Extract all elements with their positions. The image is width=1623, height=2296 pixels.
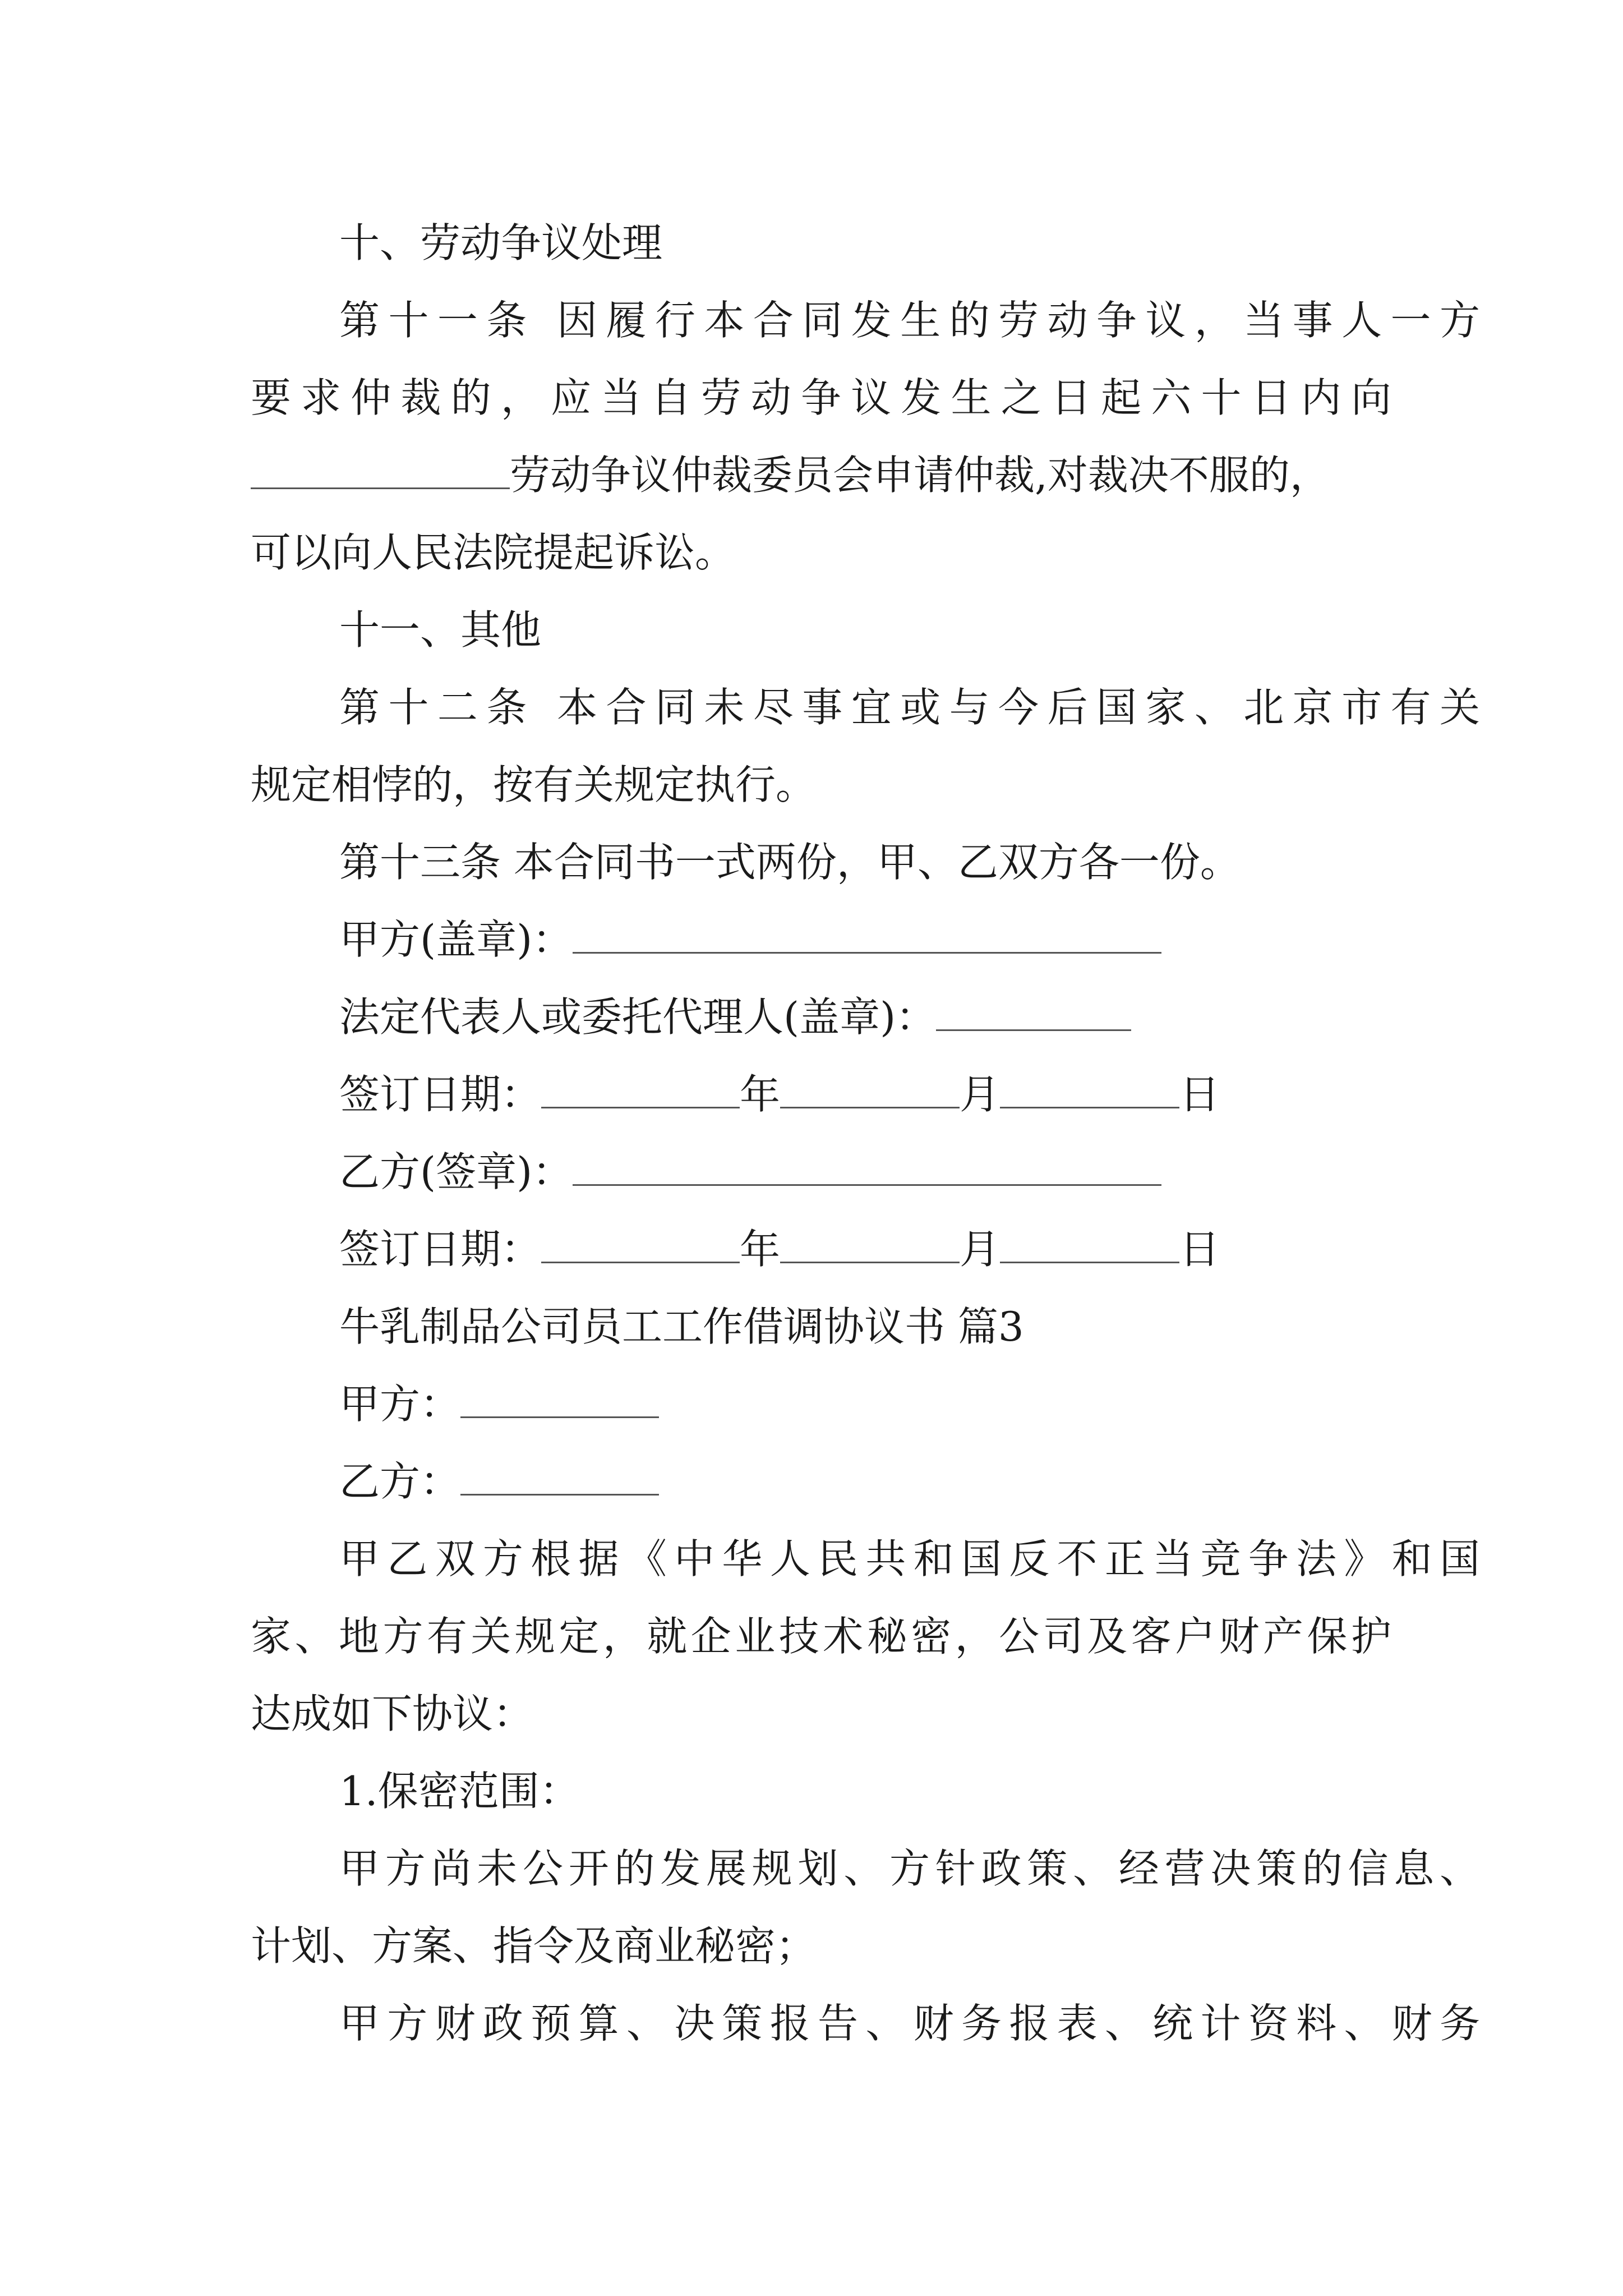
year-blank-b bbox=[541, 1227, 740, 1263]
party-b-seal-line: 乙方(签章)： bbox=[251, 1133, 1480, 1211]
legal-rep-seal-line: 法定代表人或委托代理人(盖章)： bbox=[251, 978, 1480, 1056]
arbitration-committee-blank bbox=[251, 453, 510, 489]
party-a-seal-line: 甲方(盖章)： bbox=[251, 901, 1480, 978]
signing-date-a-line: 签订日期： 年 月 日 bbox=[339, 1071, 1220, 1118]
year-blank-a bbox=[541, 1072, 740, 1108]
month-blank-b bbox=[780, 1227, 960, 1263]
party-a-blank bbox=[460, 1382, 659, 1418]
scope-item-2-line-1: 甲方财政预算、决策报告、财务报表、统计资料、财务 bbox=[339, 2000, 1480, 2047]
article-12-line-2: 规定相悖的，按有关规定执行。 bbox=[251, 761, 817, 808]
party-b-blank bbox=[460, 1459, 659, 1496]
scope-item-1-line-1: 甲方尚未公开的发展规划、方针政策、经营决策的信息、 bbox=[339, 1845, 1480, 1892]
article-11-line-3: 劳动争议仲裁委员会申请仲裁,对裁决不服的， bbox=[251, 436, 1391, 514]
section-heading-labor-dispute: 十、劳动争议处理 bbox=[339, 219, 663, 266]
month-blank-a bbox=[780, 1072, 960, 1108]
signing-date-b-line: 签订日期： 年 月 日 bbox=[339, 1226, 1220, 1273]
preamble-line-2: 家、地方有关规定，就企业技术秘密，公司及客户财产保护 bbox=[251, 1613, 1391, 1660]
article-11-line-4: 可以向人民法院提起诉讼。 bbox=[251, 529, 736, 576]
party-b-seal-blank bbox=[573, 1149, 1161, 1186]
article-11-line-1: 第十一条 因履行本合同发生的劳动争议，当事人一方 bbox=[339, 297, 1480, 344]
agreement-title: 牛乳制品公司员工工作借调协议书 篇3 bbox=[339, 1303, 1024, 1350]
confidentiality-scope-heading: 1.保密范围： bbox=[339, 1768, 580, 1815]
section-heading-other: 十一、其他 bbox=[339, 606, 542, 654]
party-a-line: 甲方： bbox=[251, 1365, 1480, 1443]
day-blank-b bbox=[1000, 1227, 1179, 1263]
article-11-line-2: 要求仲裁的，应当自劳动争议发生之日起六十日内向 bbox=[251, 374, 1391, 421]
day-blank-a bbox=[1000, 1072, 1179, 1108]
article-13: 第十三条 本合同书一式两份，甲、乙双方各一份。 bbox=[339, 839, 1241, 886]
party-b-line: 乙方： bbox=[251, 1443, 1480, 1520]
party-a-seal-blank bbox=[573, 917, 1161, 954]
article-12-line-1: 第十二条 本合同未尽事宜或与今后国家、北京市有关 bbox=[339, 684, 1480, 731]
scope-item-1-line-2: 计划、方案、指令及商业秘密； bbox=[251, 1922, 817, 1970]
legal-rep-seal-blank bbox=[936, 995, 1131, 1031]
preamble-line-1: 甲乙双方根据《中华人民共和国反不正当竞争法》和国 bbox=[339, 1535, 1480, 1582]
preamble-line-3: 达成如下协议： bbox=[251, 1690, 534, 1737]
